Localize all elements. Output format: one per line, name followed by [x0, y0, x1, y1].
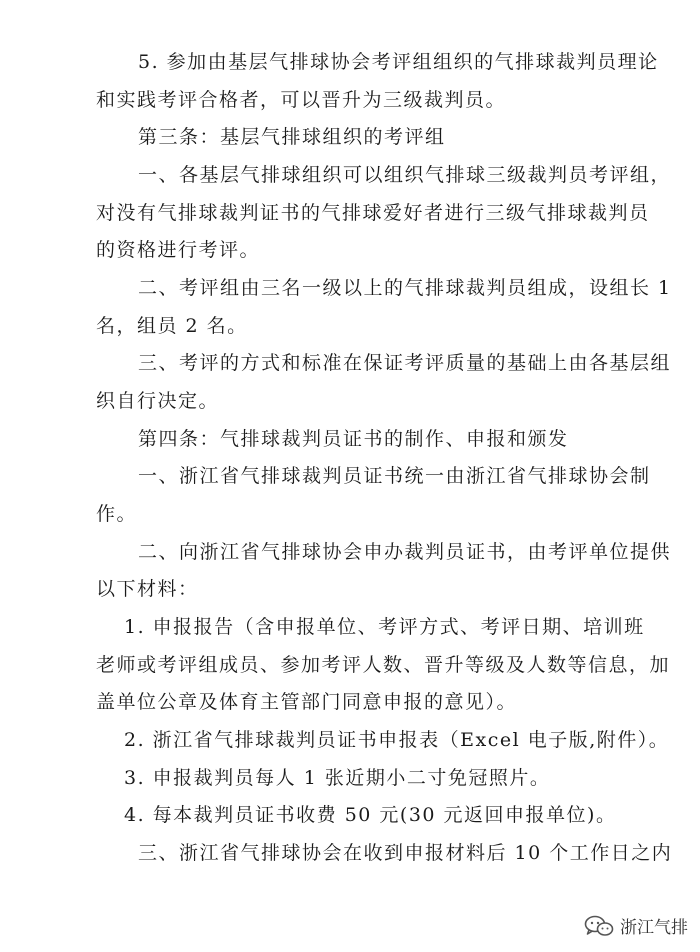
text-line: 二、向浙江省气排球协会申办裁判员证书，由考评单位提供	[138, 541, 672, 563]
section-heading: 第三条：基层气排球组织的考评组	[138, 126, 446, 148]
text-line: 二、考评组由三名一级以上的气排球裁判员组成，设组长 1	[138, 277, 672, 299]
text-line: 盖单位公章及体育主管部门同意申报的意见）。	[96, 691, 518, 713]
text-line: 的资格进行考评。	[96, 239, 261, 261]
text-line: 对没有气排球裁判证书的气排球爱好者进行三级气排球裁判员	[96, 202, 650, 224]
text-line: 老师或考评组成员、参加考评人数、晋升等级及人数等信息，加	[96, 654, 671, 676]
wechat-watermark	[584, 913, 688, 938]
text-line: 三、考评的方式和标准在保证考评质量的基础上由各基层组	[138, 352, 672, 374]
list-item-text: 2. 浙江省气排球裁判员证书申报表（Excel 电子版,附件）。	[124, 729, 670, 751]
text-line: 织自行决定。	[96, 390, 220, 412]
list-item-text: 4. 每本裁判员证书收费 50 元(30 元返回申报单位)。	[124, 804, 617, 826]
section-heading: 第四条：气排球裁判员证书的制作、申报和颁发	[138, 428, 569, 450]
text-line: 一、各基层气排球组织可以组织气排球三级裁判员考评组，	[138, 164, 672, 186]
watermark-text: 浙江气排	[620, 918, 688, 938]
text-line: 一、浙江省气排球裁判员证书统一由浙江省气排球协会制	[138, 465, 651, 487]
text-line: 5. 参加由基层气排球协会考评组组织的气排球裁判员理论	[138, 51, 659, 73]
text-line: 和实践考评合格者，可以晋升为三级裁判员。	[96, 89, 507, 111]
list-item-text: 3. 申报裁判员每人 1 张近期小二寸免冠照片。	[124, 767, 551, 789]
text-line: 名，组员 2 名。	[96, 315, 248, 337]
list-item-text: 1. 申报报告（含申报单位、考评方式、考评日期、培训班	[124, 616, 645, 638]
text-line: 作。	[96, 503, 138, 525]
text-line: 以下材料：	[96, 578, 199, 600]
text-line: 三、浙江省气排球协会在收到申报材料后 10 个工作日之内	[138, 842, 673, 864]
wechat-icon	[584, 914, 614, 938]
